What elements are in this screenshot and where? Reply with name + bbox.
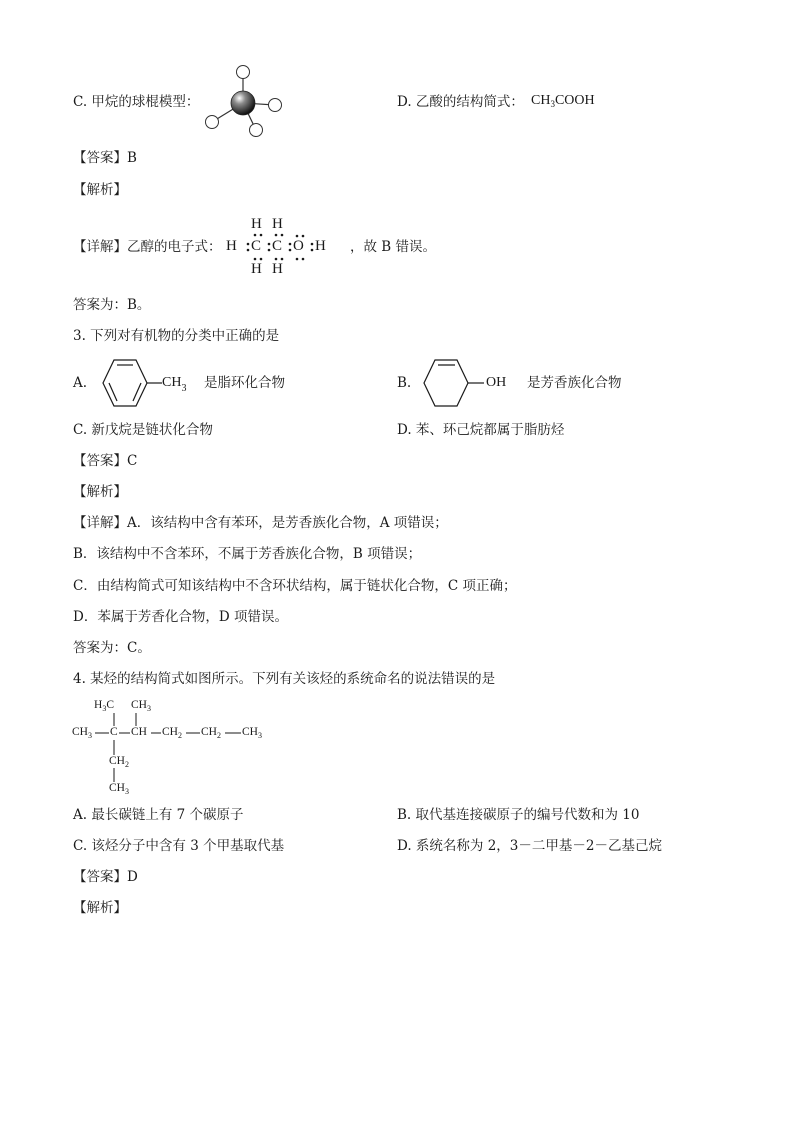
ethanol-electron-formula	[226, 214, 346, 280]
q3-answer: 【答案】C	[73, 453, 138, 469]
struct-ch2a-sub: 2	[177, 731, 182, 740]
struct-down-ch3-ch: CH	[109, 782, 125, 794]
elec-c-1: C	[251, 238, 262, 254]
toluene-ch: CH	[162, 375, 182, 390]
q4-option-c: C. 该烃分子中含有 3 个甲基取代基	[73, 838, 285, 854]
q2-option-d-formula	[531, 94, 595, 108]
q4-stem: 4. 某烃的结构简式如图所示。下列有关该烃的系统命名的说法错误的是	[73, 671, 496, 687]
struct-top-ch: CH	[131, 699, 147, 711]
q3-option-a-label: A.	[73, 375, 88, 391]
struct-right-ch: CH	[242, 726, 258, 738]
q3-option-a-text: 是脂环化合物	[204, 375, 285, 391]
q3-detail-c: C．由结构简式可知该结构中不含环状结构，属于链状化合物，C 项正确；	[73, 578, 517, 594]
q3-detail-a: 【详解】A．该结构中含有苯环，是芳香族化合物，A 项错误；	[73, 515, 448, 531]
struct-down-ch2-ch: CH	[109, 755, 125, 767]
q4-hydrocarbon-structure	[72, 696, 282, 796]
struct-quaternary-c: C	[110, 726, 118, 738]
methane-ball-stick-model-icon	[200, 64, 292, 140]
elec-c-2: C	[272, 238, 283, 254]
elec-h-left: H	[226, 238, 237, 254]
struct-down-ch2-sub: 2	[124, 760, 129, 769]
struct-left-sub: 3	[87, 731, 92, 740]
q2-option-c-label: C. 甲烷的球棍模型：	[73, 94, 200, 110]
cyclohexenol-structure-icon	[414, 356, 486, 412]
q3-detail-d: D．苯属于芳香化合物，D 项错误。	[73, 609, 288, 625]
q2-final-answer: 答案为：B。	[73, 297, 151, 313]
elec-h-bottom-1: H	[251, 261, 262, 277]
struct-h3c-c: C	[106, 699, 114, 711]
elec-h-top-2: H	[272, 216, 283, 232]
q3-analysis: 【解析】	[73, 484, 127, 500]
struct-ch2b-ch: CH	[201, 726, 217, 738]
q2-detail-suffix: ，故 B 错误。	[350, 239, 437, 255]
structure-bonds-icon	[72, 696, 282, 796]
toluene-ch3	[162, 375, 187, 394]
struct-h3c-h: H	[94, 699, 103, 711]
q3-option-d: D. 苯、环己烷都属于脂肪烃	[397, 422, 565, 438]
q4-analysis: 【解析】	[73, 900, 127, 916]
q3-option-b-label: B.	[397, 375, 412, 391]
formula-sub: 3	[550, 99, 555, 109]
struct-top-sub: 3	[146, 704, 151, 713]
q3-stem: 3. 下列对有机物的分类中正确的是	[73, 328, 280, 344]
struct-ch2b-sub: 2	[216, 731, 221, 740]
elec-h-right: H	[315, 238, 326, 254]
electron-dots-icon	[226, 214, 346, 280]
q2-answer: 【答案】B	[73, 150, 137, 166]
q4-option-a: A. 最长碳链上有 7 个碳原子	[73, 807, 244, 823]
struct-ch: CH	[131, 726, 147, 738]
toluene-structure-icon	[92, 356, 162, 412]
q4-answer: 【答案】D	[73, 869, 138, 885]
struct-h3c-sub: 3	[102, 704, 107, 713]
q2-option-d-label: D. 乙酸的结构简式：	[397, 94, 524, 110]
struct-left-ch: CH	[72, 726, 88, 738]
q3-option-b-text: 是芳香族化合物	[527, 375, 622, 391]
struct-ch2a-ch: CH	[162, 726, 178, 738]
q4-option-b: B. 取代基连接碳原子的编号代数和为 10	[397, 807, 640, 823]
q2-analysis: 【解析】	[73, 182, 127, 198]
elec-h-top-1: H	[251, 216, 262, 232]
q3-final-answer: 答案为：C。	[73, 640, 151, 656]
struct-right-sub: 3	[257, 731, 262, 740]
formula-ch: CH	[531, 93, 551, 108]
q3-detail-b: B．该结构中不含苯环，不属于芳香族化合物，B 项错误；	[73, 546, 422, 562]
cyclohexenol-oh: OH	[486, 375, 507, 390]
q3-option-c: C. 新戊烷是链状化合物	[73, 422, 213, 438]
formula-rest: COOH	[554, 93, 595, 108]
q4-option-d: D. 系统名称为 2，3－二甲基－2－乙基己烷	[397, 838, 662, 854]
elec-o: O	[293, 238, 304, 254]
toluene-sub: 3	[181, 383, 187, 394]
struct-down-ch3-sub: 3	[124, 787, 129, 796]
elec-h-bottom-2: H	[272, 261, 283, 277]
q2-detail-prefix: 【详解】乙醇的电子式：	[73, 239, 222, 255]
